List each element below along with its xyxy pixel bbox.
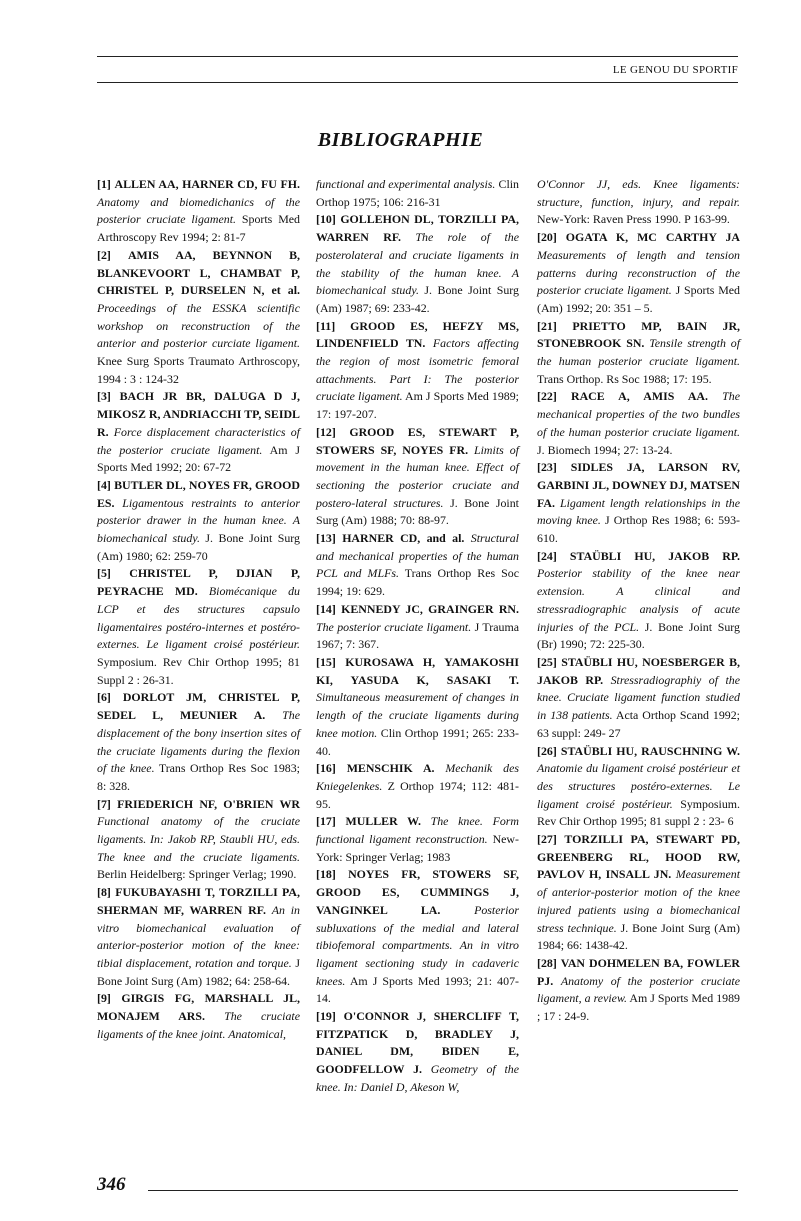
- reference-title: functional and experimental analysis.: [316, 177, 496, 191]
- reference-title: Anatomy of the posterior cruciate ligament, a review.: [537, 973, 740, 1006]
- reference-source: J. Bone Joint Surg (Am) 1987; 69: 233-42.: [316, 283, 519, 315]
- reference-title: Factors affecting the region of most isometric femoral attachments. Part I: The posterior cruciate ligament.: [316, 336, 519, 404]
- page-number: 346: [97, 1174, 126, 1195]
- reference-authors: NOYES FR, STOWERS SF, GROOD ES, CUMMINGS J, VANGINKEL LA.: [316, 867, 519, 917]
- reference-source: Trans Orthop Res Soc 1994; 19: 629.: [316, 566, 519, 599]
- reference-title: The mechanical properties of the two bundles of the human posterior cruciate ligament.: [537, 389, 740, 439]
- reference-authors: HARNER CD, and al.: [342, 531, 465, 546]
- reference-title: The knee. Form functional ligament reconstruction.: [316, 814, 519, 847]
- reference-entry: [97, 565, 300, 689]
- reference-title: Ligamentous restraints to anterior posterior drawer in the human knee. A biomechanical study.: [97, 495, 300, 546]
- reference-number: [4]: [97, 477, 111, 492]
- reference-entry: [97, 689, 300, 795]
- reference-number: [5]: [97, 566, 111, 581]
- reference-entry: [537, 459, 740, 548]
- reference-source: J Orthop Res 1988; 6: 593-610.: [537, 513, 740, 546]
- top-rule: [97, 56, 738, 57]
- reference-source: Trans Orthop. Rs Soc 1988; 17: 195.: [537, 371, 712, 386]
- reference-authors: GROOD ES, HEFZY MS, LINDENFIELD TN.: [316, 318, 519, 351]
- reference-title: The cruciate ligaments of the knee joint. Anatomical,: [97, 1009, 300, 1041]
- reference-number: [9]: [97, 991, 111, 1006]
- reference-title: O'Connor JJ, eds. Knee ligaments: structure, function, injury, and repair.: [537, 177, 740, 209]
- reference-authors: STAÜBLI HU, RAUSCHNING W.: [560, 743, 740, 758]
- reference-source: J. Bone Joint Surg (Am) 1980; 62: 259-70: [97, 531, 300, 563]
- reference-title: Geometry of the knee. In: Daniel D, Akeson W,: [316, 1062, 519, 1094]
- reference-entry: [537, 955, 740, 1026]
- bibliography-column-2: [316, 176, 519, 1097]
- reference-number: [21]: [537, 318, 557, 333]
- reference-source: Am J Sports Med 1989; 17: 197-207.: [316, 389, 519, 422]
- reference-entry: [537, 743, 740, 832]
- reference-authors: GOLLEHON DL, TORZILLI PA, WARREN RF.: [316, 212, 519, 245]
- reference-entry: [537, 548, 740, 654]
- reference-source: Sports Med Arthroscopy Rev 1994; 2: 81-7: [97, 212, 300, 245]
- reference-source: Clin Orthop 1975; 106: 216-31: [316, 177, 519, 209]
- reference-entry: [97, 990, 300, 1043]
- reference-entry: [97, 796, 300, 885]
- reference-entry: [316, 424, 519, 530]
- reference-authors: ALLEN AA, HARNER CD, FU FH.: [114, 177, 300, 191]
- reference-number: [6]: [97, 690, 111, 705]
- reference-number: [17]: [316, 814, 336, 829]
- reference-number: [13]: [316, 531, 336, 546]
- reference-authors: STAÜBLI HU, JAKOB RP.: [569, 548, 740, 563]
- bibliography-column-3: [537, 176, 740, 1026]
- reference-source: New-York: Raven Press 1990. P 163-99.: [537, 212, 730, 227]
- reference-source: New-York: Springer Verlag; 1983: [316, 832, 519, 864]
- reference-entry: [316, 601, 519, 654]
- page-title: BIBLIOGRAPHIE: [317, 129, 484, 151]
- reference-number: [3]: [97, 389, 111, 404]
- reference-source: J. Bone Joint Surg (Am) 1984; 66: 1438-42.: [537, 920, 740, 953]
- reference-authors: DORLOT JM, CHRISTEL P, SEDEL L, MEUNIER A.: [97, 690, 300, 723]
- reference-authors: KENNEDY JC, GRAINGER RN.: [341, 601, 519, 616]
- reference-entry: [316, 866, 519, 1008]
- reference-title: Anatomie du ligament croisé postérieur et des structures postéro-externes. Le ligament croisé postérieur.: [537, 761, 740, 811]
- reference-source: Z Orthop 1974; 112: 481-95.: [316, 778, 519, 811]
- reference-authors: VAN DOHMELEN BA, FOWLER PJ.: [537, 955, 740, 988]
- reference-number: [10]: [316, 212, 336, 227]
- reference-source: J Sports Med (Am) 1992; 20: 351 – 5.: [537, 283, 741, 315]
- reference-authors: O'CONNOR J, SHERCLIFF T, FITZPATICK D, BRADLEY J, DANIEL DM, BIDEN E, GOODFELLOW J.: [316, 1009, 519, 1077]
- reference-number: [26]: [537, 743, 557, 758]
- reference-entry: [97, 388, 300, 477]
- reference-title: An in vitro biomechanical evaluation of anterior-posterior motion of the knee: tibial displacement, rotation and torque.: [97, 902, 300, 970]
- reference-title: Measurement of anterior-posterior motion of the knee injured patients using a biomechanical stress technique.: [537, 867, 740, 935]
- reference-number: [19]: [316, 1009, 336, 1024]
- reference-source: Berlin Heidelberg: Springer Verlag; 1990.: [97, 867, 297, 882]
- reference-title: The posterior cruciate ligament.: [316, 619, 472, 634]
- reference-entry: [316, 530, 519, 601]
- footer-rule: [148, 1190, 738, 1191]
- reference-authors: BUTLER DL, NOYES FR, GROOD ES.: [97, 477, 300, 510]
- reference-authors: MULLER W.: [345, 814, 421, 829]
- reference-number: [8]: [97, 885, 111, 900]
- reference-entry: [316, 813, 519, 866]
- reference-entry: [97, 884, 300, 990]
- reference-entry: [97, 247, 300, 389]
- reference-source: Symposium. Rev Chir Orthop 1995; 81 suppl 2 : 23- 6: [537, 796, 740, 829]
- reference-title: Functional anatomy of the cruciate ligaments. In: Jakob RP, Staubli HU, eds. The knee and the cruciate ligaments.: [97, 814, 300, 864]
- reference-source: Clin Orthop 1991; 265: 233-40.: [316, 725, 519, 758]
- reference-title: The role of the posterolateral and cruciate ligaments in the stability of the human knee. A biomechanical study.: [316, 230, 519, 298]
- reference-entry: [537, 318, 740, 389]
- reference-authors: PRIETTO MP, BAIN JR, STONEBROOK SN.: [537, 318, 740, 351]
- reference-authors: SIDLES JA, LARSON RV, GARBINI JL, DOWNEY DJ, MATSEN FA.: [537, 460, 740, 510]
- reference-title: Simultaneous measurement of changes in length of the cruciate ligaments during knee motion.: [316, 690, 519, 740]
- reference-source: Am J Sports Med 1989 ; 17 : 24-9.: [537, 991, 740, 1024]
- reference-authors: BACH JR BR, DALUGA D J, MIKOSZ R, ANDRIACCHI TP, SEIDL R.: [97, 389, 300, 439]
- running-head: LE GENOU DU SPORTIF: [612, 64, 738, 76]
- reference-entry: [537, 388, 740, 459]
- reference-source: J. Bone Joint Surg (Am) 1988; 70: 88-97.: [316, 495, 519, 528]
- bibliography-column-1: [97, 176, 300, 1043]
- reference-title: Anatomy and biomedichanics of the posterior cruciate ligament.: [97, 194, 300, 227]
- reference-number: [15]: [316, 654, 336, 669]
- reference-authors: RACE A, AMIS AA.: [570, 389, 708, 404]
- reference-authors: FUKUBAYASHI T, TORZILLI PA, SHERMAN MF, WARREN RF.: [97, 885, 300, 917]
- reference-authors: CHRISTEL P, DJIAN P, PEYRACHE MD.: [97, 566, 300, 599]
- reference-number: [23]: [537, 460, 557, 475]
- reference-authors: MENSCHIK A.: [346, 761, 435, 776]
- reference-source: Am J Sports Med 1992; 20: 67-72: [97, 442, 300, 475]
- reference-title: Measurements of length and tension patterns during reconstruction of the posterior cruciate ligament.: [537, 247, 740, 298]
- reference-source: J Trauma 1967; 7: 367.: [316, 619, 519, 652]
- header-rule: [97, 82, 738, 83]
- reference-number: [2]: [97, 247, 111, 262]
- reference-number: [12]: [316, 424, 336, 439]
- reference-title: The displacement of the bony insertion sites of the cruciate ligaments during the flexion of the knee.: [97, 708, 300, 776]
- reference-source: Knee Surg Sports Traumato Arthroscopy, 1994 : 3 : 124-32: [97, 354, 300, 386]
- reference-entry: [97, 477, 300, 566]
- reference-number: [25]: [537, 654, 557, 669]
- reference-title: Proceedings of the ESSKA scientific workshop on reconstruction of the anterior and posterior curciate ligament.: [97, 300, 300, 351]
- reference-authors: GROOD ES, STEWART P, STOWERS SF, NOYES FR.: [316, 424, 519, 457]
- reference-entry: [537, 831, 740, 955]
- reference-authors: TORZILLI PA, STEWART PD, GREENBERG RL, HOOD RW, PAVLOV H, INSALL JN.: [537, 832, 740, 882]
- reference-entry: [316, 760, 519, 813]
- reference-entry: [316, 1008, 519, 1097]
- reference-number: [24]: [537, 548, 557, 563]
- reference-title: Posterior stability of the knee near extension. A clinical and stressradiographic analysis of acute injuries of the PCL.: [537, 566, 740, 634]
- reference-source: Symposium. Rev Chir Orthop 1995; 81 Suppl 2 : 26-31.: [97, 654, 300, 687]
- reference-number: [27]: [537, 832, 557, 847]
- reference-title: Structural and mechanical properties of the human PCL and MLFs.: [316, 531, 519, 581]
- reference-entry: [316, 176, 519, 211]
- reference-number: [28]: [537, 955, 557, 970]
- reference-entry: [316, 318, 519, 424]
- reference-source: J. Biomech 1994; 27: 13-24.: [537, 442, 673, 457]
- reference-title: Tensile strength of the human posterior cruciate ligament.: [537, 336, 740, 369]
- reference-entry: [316, 211, 519, 317]
- reference-authors: KUROSAWA H, YAMAKOSHI KI, YASUDA K, SASAKI T.: [316, 654, 519, 687]
- reference-title: Stressradiographiy of the knee. Cruciate ligament function studied in 138 patients.: [537, 672, 740, 723]
- reference-authors: OGATA K, MC CARTHY JA: [565, 230, 740, 245]
- reference-source: Acta Orthop Scand 1992; 63 suppl: 249- 27: [537, 708, 740, 740]
- reference-title: Limits of movement in the human knee. Effect of sectioning the posterior cruciate and postero-lateral structures.: [316, 442, 519, 510]
- reference-source: J. Bone Joint Surg (Br) 1990; 72: 225-30.: [537, 619, 740, 652]
- reference-title: Biomécanique du LCP et des structures capsulo ligamentaires postéro-internes et postéro-externes. Le ligament croisé postérieur.: [97, 584, 300, 652]
- reference-entry: [537, 654, 740, 743]
- reference-source: J Bone Joint Surg (Am) 1982; 64: 258-64.: [97, 955, 300, 988]
- reference-title: Force displacement characteristics of the posterior cruciate ligament.: [97, 424, 300, 457]
- reference-title: Ligament length relationships in the moving knee.: [537, 495, 740, 528]
- reference-number: [20]: [537, 230, 557, 245]
- reference-entry: [537, 176, 740, 229]
- reference-source: Am J Sports Med 1993; 21: 407-14.: [316, 973, 519, 1006]
- reference-number: [14]: [316, 601, 336, 616]
- reference-authors: FRIEDERICH NF, O'BRIEN WR: [117, 796, 300, 811]
- reference-source: Trans Orthop Res Soc 1983; 8: 328.: [97, 761, 300, 793]
- reference-authors: AMIS AA, BEYNNON B, BLANKEVOORT L, CHAMBAT P, CHRISTEL P, DURSELEN N, et al.: [97, 247, 300, 298]
- reference-number: [18]: [316, 867, 336, 882]
- reference-number: [22]: [537, 389, 557, 404]
- reference-number: [11]: [316, 318, 336, 333]
- reference-number: [1]: [97, 177, 111, 191]
- reference-authors: GIRGIS FG, MARSHALL JL, MONAJEM ARS.: [97, 991, 300, 1024]
- reference-entry: [97, 176, 300, 247]
- reference-authors: STAÜBLI HU, NOESBERGER B, JAKOB RP.: [537, 654, 740, 687]
- reference-title: Posterior subluxations of the medial and lateral tibiofemoral compartments. An in vitro ligament sectioning study in cadaveric knees.: [316, 902, 519, 988]
- reference-number: [16]: [316, 761, 336, 776]
- reference-number: [7]: [97, 796, 111, 811]
- reference-title: Mechanik des Kniegelenkes.: [316, 761, 519, 793]
- reference-entry: [537, 229, 740, 318]
- reference-entry: [316, 654, 519, 760]
